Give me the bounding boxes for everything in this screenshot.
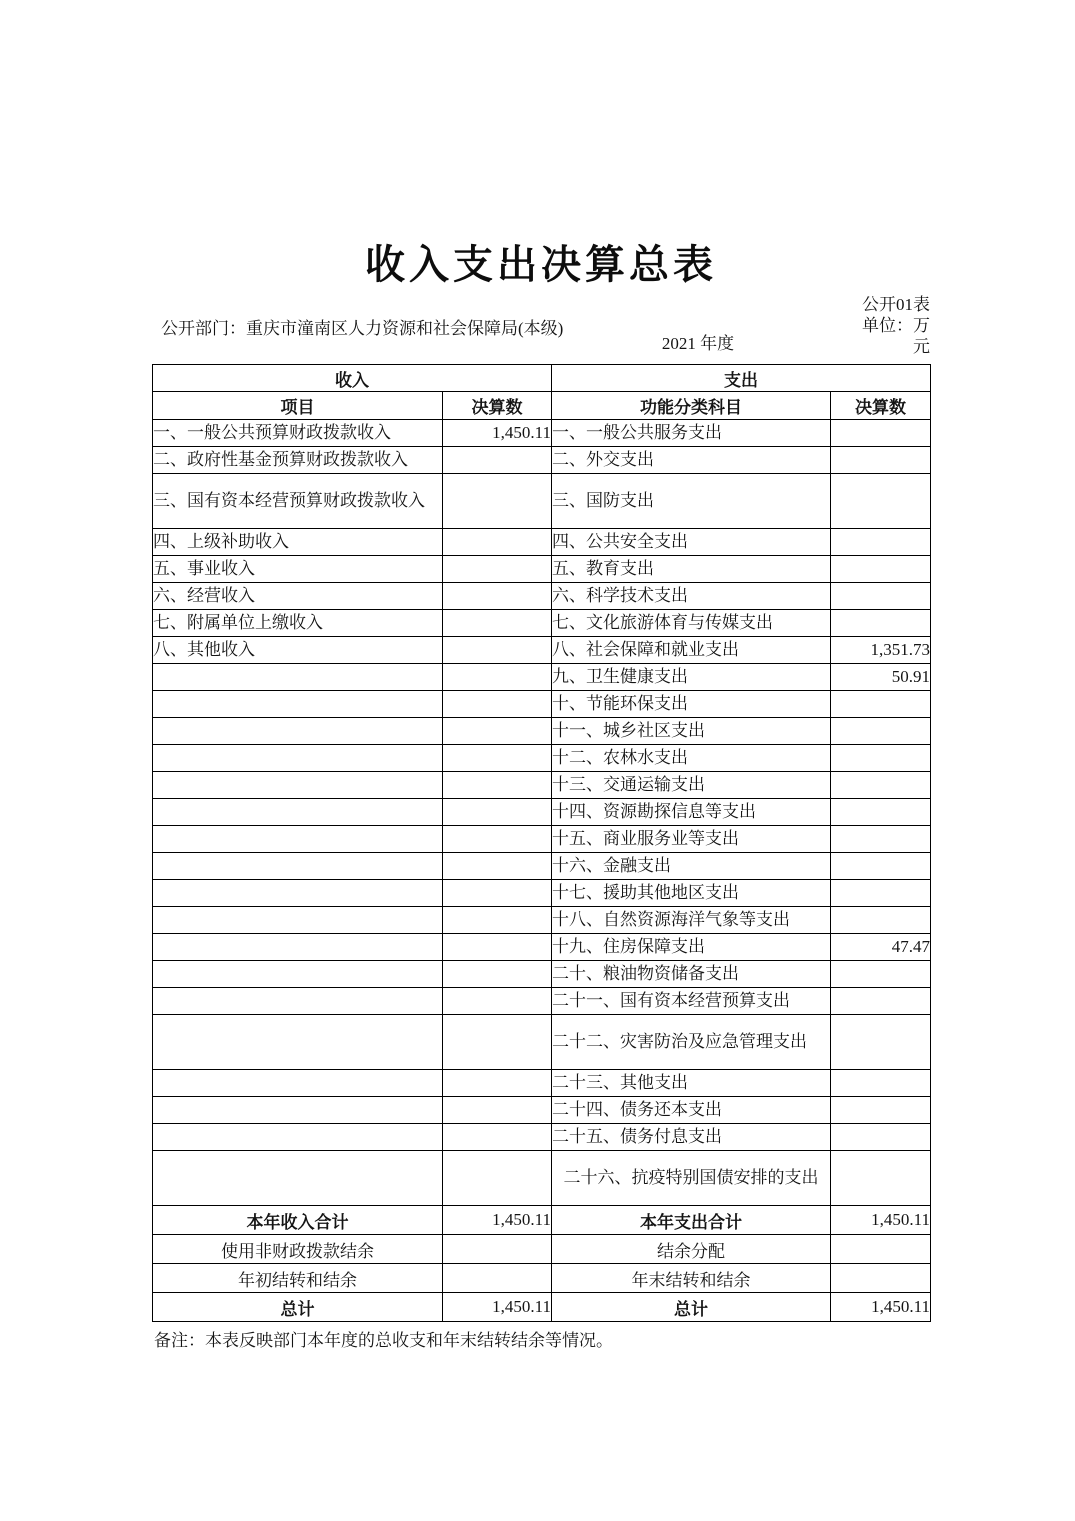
table-row <box>153 907 931 934</box>
expense-amount-cell <box>831 1151 931 1206</box>
income-amount-cell <box>443 637 552 664</box>
income-item-cell <box>153 826 443 853</box>
expense-item-cell: 二十四、债务还本支出 <box>552 1097 831 1124</box>
table-row <box>153 1097 931 1124</box>
expense-item-cell: 二十三、其他支出 <box>552 1070 831 1097</box>
expense-amount-cell <box>831 610 931 637</box>
income-item-cell <box>153 1015 443 1070</box>
expense-item-cell: 十、节能环保支出 <box>552 691 831 718</box>
income-amount-cell <box>443 772 552 799</box>
income-summary-amount-cell: 1,450.11 <box>443 1206 552 1235</box>
income-amount-cell <box>443 1151 552 1206</box>
expense-item-cell: 二十二、灾害防治及应急管理支出 <box>552 1015 831 1070</box>
income-item-cell <box>153 799 443 826</box>
expense-amount-cell <box>831 907 931 934</box>
income-amount-cell <box>443 529 552 556</box>
document-meta <box>152 293 930 363</box>
expense-item-cell: 三、国防支出 <box>552 474 831 529</box>
expense-amount-cell <box>831 529 931 556</box>
income-item-cell: 五、事业收入 <box>153 556 443 583</box>
table-row <box>153 529 931 556</box>
income-item-cell <box>153 745 443 772</box>
income-item-cell: 二、政府性基金预算财政拨款收入 <box>153 447 443 474</box>
form-number-label: 公开01表 <box>862 295 930 314</box>
income-summary-label-cell: 总计 <box>153 1293 443 1322</box>
income-amount-cell <box>443 1015 552 1070</box>
expense-item-cell: 八、社会保障和就业支出 <box>552 637 831 664</box>
income-item-cell <box>153 1124 443 1151</box>
table-row <box>153 583 931 610</box>
income-item-header: 项目 <box>153 392 443 420</box>
income-amount-cell <box>443 447 552 474</box>
income-item-cell <box>153 934 443 961</box>
income-item-cell <box>153 880 443 907</box>
expense-item-cell: 九、卫生健康支出 <box>552 664 831 691</box>
income-amount-cell <box>443 880 552 907</box>
expense-item-cell: 十七、援助其他地区支出 <box>552 880 831 907</box>
income-summary-amount-cell <box>443 1235 552 1264</box>
expense-item-cell: 四、公共安全支出 <box>552 529 831 556</box>
income-amount-cell <box>443 691 552 718</box>
summary-row <box>153 1206 931 1235</box>
expense-amount-cell <box>831 772 931 799</box>
table-row <box>153 556 931 583</box>
expense-amount-cell <box>831 1015 931 1070</box>
summary-row <box>153 1293 931 1322</box>
income-amount-cell <box>443 853 552 880</box>
income-amount-cell <box>443 1097 552 1124</box>
expense-item-cell: 十二、农林水支出 <box>552 745 831 772</box>
table-row <box>153 420 931 447</box>
income-amount-cell <box>443 988 552 1015</box>
expense-summary-label-cell: 结余分配 <box>552 1235 831 1264</box>
table-row <box>153 988 931 1015</box>
expense-amount-cell <box>831 1097 931 1124</box>
expense-amount-cell: 1,351.73 <box>831 637 931 664</box>
section-header-row <box>153 365 931 392</box>
income-amount-cell <box>443 907 552 934</box>
expense-amount-header: 决算数 <box>831 392 931 420</box>
income-amount-cell <box>443 1070 552 1097</box>
expense-item-cell: 十六、金融支出 <box>552 853 831 880</box>
column-header-row <box>153 392 931 420</box>
table-row <box>153 691 931 718</box>
income-amount-cell <box>443 799 552 826</box>
income-amount-cell <box>443 474 552 529</box>
expense-summary-label-cell: 总计 <box>552 1293 831 1322</box>
expense-amount-cell <box>831 474 931 529</box>
income-item-cell: 四、上级补助收入 <box>153 529 443 556</box>
table-row <box>153 961 931 988</box>
table-row <box>153 718 931 745</box>
expense-item-cell: 二十五、债务付息支出 <box>552 1124 831 1151</box>
expense-item-cell: 五、教育支出 <box>552 556 831 583</box>
income-amount-cell <box>443 583 552 610</box>
expense-item-cell: 二十一、国有资本经营预算支出 <box>552 988 831 1015</box>
income-item-cell <box>153 691 443 718</box>
income-item-cell <box>153 988 443 1015</box>
income-amount-cell <box>443 745 552 772</box>
income-amount-cell <box>443 556 552 583</box>
income-summary-label-cell: 使用非财政拨款结余 <box>153 1235 443 1264</box>
expense-item-cell: 十九、住房保障支出 <box>552 934 831 961</box>
income-item-cell <box>153 961 443 988</box>
table-row <box>153 1124 931 1151</box>
table-row <box>153 745 931 772</box>
income-item-cell: 三、国有资本经营预算财政拨款收入 <box>153 474 443 529</box>
table-row <box>153 447 931 474</box>
table-row <box>153 637 931 664</box>
expense-amount-cell <box>831 420 931 447</box>
income-summary-amount-cell: 1,450.11 <box>443 1293 552 1322</box>
expense-amount-cell <box>831 745 931 772</box>
department-label: 公开部门：重庆市潼南区人力资源和社会保障局(本级) <box>161 319 564 338</box>
income-item-cell <box>153 772 443 799</box>
expense-item-cell: 十八、自然资源海洋气象等支出 <box>552 907 831 934</box>
income-amount-cell <box>443 826 552 853</box>
income-item-cell: 八、其他收入 <box>153 637 443 664</box>
table-row <box>153 853 931 880</box>
expense-item-cell: 十三、交通运输支出 <box>552 772 831 799</box>
expense-amount-cell <box>831 961 931 988</box>
income-item-cell <box>153 907 443 934</box>
income-item-cell <box>153 718 443 745</box>
income-amount-cell <box>443 961 552 988</box>
income-amount-cell <box>443 934 552 961</box>
income-section-header: 收入 <box>153 365 552 392</box>
expense-item-cell: 十五、商业服务业等支出 <box>552 826 831 853</box>
expense-item-cell: 六、科学技术支出 <box>552 583 831 610</box>
fiscal-year-label: 2021 年度 <box>661 334 735 353</box>
table-row <box>153 610 931 637</box>
summary-row <box>153 1235 931 1264</box>
expense-amount-cell: 50.91 <box>831 664 931 691</box>
income-item-cell <box>153 853 443 880</box>
table-row <box>153 1151 931 1206</box>
expense-item-cell: 二十、粮油物资储备支出 <box>552 961 831 988</box>
expense-summary-amount-cell <box>831 1235 931 1264</box>
expense-item-cell: 二、外交支出 <box>552 447 831 474</box>
income-amount-cell <box>443 610 552 637</box>
expense-amount-cell <box>831 1070 931 1097</box>
table-row <box>153 826 931 853</box>
income-item-cell <box>153 1070 443 1097</box>
expense-item-cell: 十一、城乡社区支出 <box>552 718 831 745</box>
expense-amount-cell <box>831 583 931 610</box>
income-amount-cell: 1,450.11 <box>443 420 552 447</box>
summary-row <box>153 1264 931 1293</box>
expense-amount-cell <box>831 853 931 880</box>
expense-amount-cell <box>831 988 931 1015</box>
expense-section-header: 支出 <box>552 365 931 392</box>
expense-amount-cell <box>831 447 931 474</box>
expense-item-cell: 十四、资源勘探信息等支出 <box>552 799 831 826</box>
income-amount-header: 决算数 <box>443 392 552 420</box>
expense-amount-cell <box>831 1124 931 1151</box>
table-row <box>153 1015 931 1070</box>
page-title: 收入支出决算总表 <box>365 243 717 287</box>
income-amount-cell <box>443 718 552 745</box>
expense-amount-cell <box>831 826 931 853</box>
income-item-cell <box>153 1097 443 1124</box>
table-row <box>153 474 931 529</box>
table-row <box>153 934 931 961</box>
income-amount-cell <box>443 664 552 691</box>
expense-amount-cell: 47.47 <box>831 934 931 961</box>
income-summary-label-cell: 本年收入合计 <box>153 1206 443 1235</box>
accounts-table <box>152 364 931 1322</box>
expense-item-cell: 七、文化旅游体育与传媒支出 <box>552 610 831 637</box>
table-row <box>153 772 931 799</box>
income-amount-cell <box>443 1124 552 1151</box>
income-item-cell <box>153 664 443 691</box>
expense-summary-label-cell: 年末结转和结余 <box>552 1264 831 1293</box>
table-row <box>153 1070 931 1097</box>
expense-summary-amount-cell: 1,450.11 <box>831 1206 931 1235</box>
unit-label: 单位：万元 <box>862 316 930 356</box>
income-item-cell: 一、一般公共预算财政拨款收入 <box>153 420 443 447</box>
expense-amount-cell <box>831 880 931 907</box>
form-unit-block <box>848 294 930 357</box>
table-row <box>153 664 931 691</box>
expense-summary-amount-cell: 1,450.11 <box>831 1293 931 1322</box>
expense-item-header: 功能分类科目 <box>552 392 831 420</box>
income-item-cell: 七、附属单位上缴收入 <box>153 610 443 637</box>
income-summary-amount-cell <box>443 1264 552 1293</box>
footnote: 备注：本表反映部门本年度的总收支和年末结转结余等情况。 <box>154 1331 613 1350</box>
expense-summary-amount-cell <box>831 1264 931 1293</box>
expense-item-cell: 二十六、抗疫特别国债安排的支出 <box>552 1151 831 1206</box>
income-item-cell <box>153 1151 443 1206</box>
expense-amount-cell <box>831 799 931 826</box>
expense-amount-cell <box>831 718 931 745</box>
income-summary-label-cell: 年初结转和结余 <box>153 1264 443 1293</box>
income-item-cell: 六、经营收入 <box>153 583 443 610</box>
expense-amount-cell <box>831 556 931 583</box>
table-body <box>153 420 931 1322</box>
document-content <box>152 0 930 1352</box>
expense-amount-cell <box>831 691 931 718</box>
table-row <box>153 799 931 826</box>
expense-summary-label-cell: 本年支出合计 <box>552 1206 831 1235</box>
table-row <box>153 880 931 907</box>
expense-item-cell: 一、一般公共服务支出 <box>552 420 831 447</box>
